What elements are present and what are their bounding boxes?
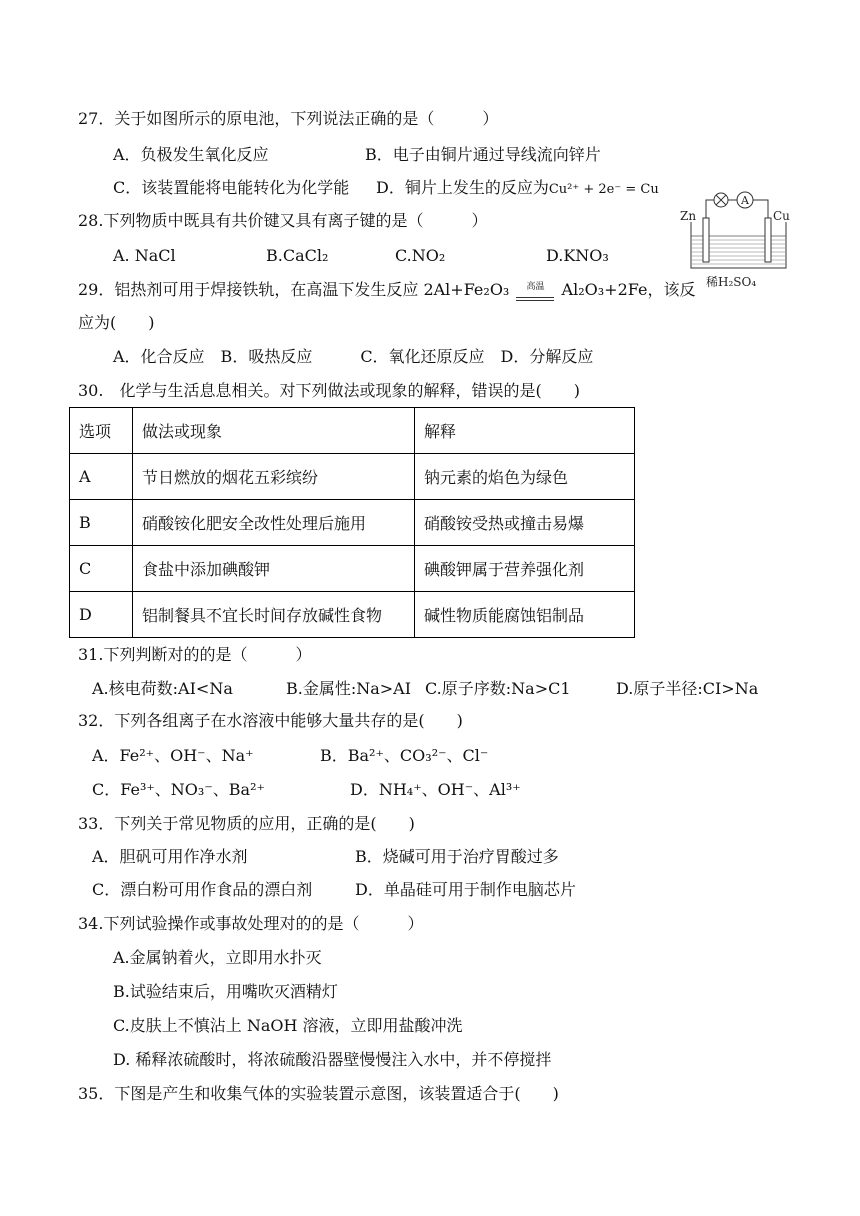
cu-electrode (765, 218, 771, 262)
zn-electrode (703, 218, 709, 262)
q34-option-c: C.皮肤上不慎沾上 NaOH 溶液，立即用盐酸冲洗 (113, 1016, 463, 1035)
q29-stem-line2: 应为( ) (78, 313, 155, 332)
table-row (70, 454, 635, 500)
table-row (70, 500, 635, 546)
q33-option-d: D．单晶硅可用于制作电脑芯片 (355, 880, 576, 899)
q32-stem: 32．下列各组离子在水溶液中能够大量共存的是( ) (78, 711, 463, 730)
q31-stem: 31.下列判断对的的是（ ） (78, 645, 312, 664)
row-d-option: D (70, 592, 133, 638)
q27-stem: 27．关于如图所示的原电池，下列说法正确的是（ ） (78, 109, 499, 128)
row-b-option: B (70, 500, 133, 546)
row-b-explanation: 硝酸铵受热或撞击易爆 (415, 500, 635, 546)
q31-option-a: A.核电荷数:AI<Na (92, 679, 233, 698)
q28-option-c: C.NO₂ (395, 246, 446, 265)
q28-option-b: B.CaCl₂ (266, 246, 329, 265)
row-b-practice: 硝酸铵化肥安全改性处理后施用 (133, 500, 415, 546)
q32-option-a: A．Fe²⁺、OH⁻、Na⁺ (92, 746, 254, 765)
q32-option-d: D．NH₄⁺、OH⁻、Al³⁺ (350, 780, 521, 799)
q35-stem: 35．下图是产生和收集气体的实验装置示意图，该装置适合于( ) (78, 1084, 559, 1103)
galvanic-cell-figure (676, 188, 796, 290)
row-c-option: C (70, 546, 133, 592)
row-a-explanation: 钠元素的焰色为绿色 (415, 454, 635, 500)
row-d-practice: 铝制餐具不宜长时间存放碱性食物 (133, 592, 415, 638)
galvanic-cell-diagram (676, 188, 796, 290)
ammeter-label: A (741, 194, 749, 207)
q33-option-a: A．胆矾可用作净水剂 (92, 847, 248, 866)
table-row (70, 546, 635, 592)
q31-option-c: C.原子序数:Na>C1 (425, 679, 571, 698)
q27-option-d-text: D．铜片上发生的反应为 (376, 178, 549, 197)
q29-condition-arrow (514, 283, 556, 303)
zn-label: Zn (680, 209, 697, 223)
row-c-practice: 食盐中添加碘酸钾 (133, 546, 415, 592)
q33-stem: 33．下列关于常见物质的应用，正确的是( ) (78, 814, 415, 833)
q27-option-a: A．负极发生氧化反应 (113, 145, 269, 164)
q34-option-d: D. 稀释浓硫酸时，将浓硫酸沿器壁慢慢注入水中，并不停搅拌 (113, 1050, 552, 1069)
q28-option-a: A. NaCl (113, 246, 176, 265)
q27-option-d-equation: Cu²⁺ + 2e⁻ = Cu (548, 182, 659, 197)
cu-label: Cu (773, 209, 790, 223)
q34-stem: 34.下列试验操作或事故处理对的的是（ ） (78, 914, 424, 933)
q29-condition: 高温 (526, 282, 545, 292)
q30-stem: 30. 化学与生活息息相关。对下列做法或现象的解释，错误的是( ) (78, 381, 580, 400)
q29-stem (78, 280, 695, 303)
q32-option-c: C．Fe³⁺、NO₃⁻、Ba²⁺ (92, 780, 265, 799)
q29-stem-pre: 29．铝热剂可用于焊接铁轨，在高温下发生反应 2Al+Fe₂O₃ (78, 280, 510, 299)
q31-option-b: B.金属性:Na>AI (286, 679, 412, 698)
solution-label: 稀H₂SO₄ (706, 275, 757, 289)
table-header-row (70, 408, 635, 454)
q27-option-c: C．该装置能将电能转化为化学能 (113, 178, 350, 197)
q27-option-d (376, 178, 659, 200)
row-a-option: A (70, 454, 133, 500)
q31-option-d: D.原子半径:CI>Na (616, 679, 759, 698)
row-d-explanation: 碱性物质能腐蚀铝制品 (415, 592, 635, 638)
header-practice: 做法或现象 (133, 408, 415, 454)
q32-option-b: B．Ba²⁺、CO₃²⁻、Cl⁻ (320, 746, 489, 765)
header-option: 选项 (70, 408, 133, 454)
q33-option-c: C．漂白粉可用作食品的漂白剂 (92, 880, 313, 899)
row-a-practice: 节日燃放的烟花五彩缤纷 (133, 454, 415, 500)
q33-option-b: B．烧碱可用于治疗胃酸过多 (355, 847, 559, 866)
q34-option-b: B.试验结束后，用嘴吹灭酒精灯 (113, 982, 338, 1001)
row-c-explanation: 碘酸钾属于营养强化剂 (415, 546, 635, 592)
table-row (70, 592, 635, 638)
q34-option-a: A.金属钠着火，立即用水扑灭 (113, 948, 322, 967)
q28-stem: 28.下列物质中既具有共价键又具有离子键的是（ ） (78, 211, 488, 230)
q29-options: A．化合反应 B．吸热反应 C．氧化还原反应 D．分解反应 (113, 347, 594, 366)
q30-table (69, 407, 635, 638)
header-explanation: 解释 (415, 408, 635, 454)
q27-option-b: B．电子由铜片通过导线流向锌片 (365, 145, 601, 164)
q29-stem-post: Al₂O₃+2Fe，该反 (561, 280, 696, 299)
q28-option-d: D.KNO₃ (546, 246, 609, 265)
